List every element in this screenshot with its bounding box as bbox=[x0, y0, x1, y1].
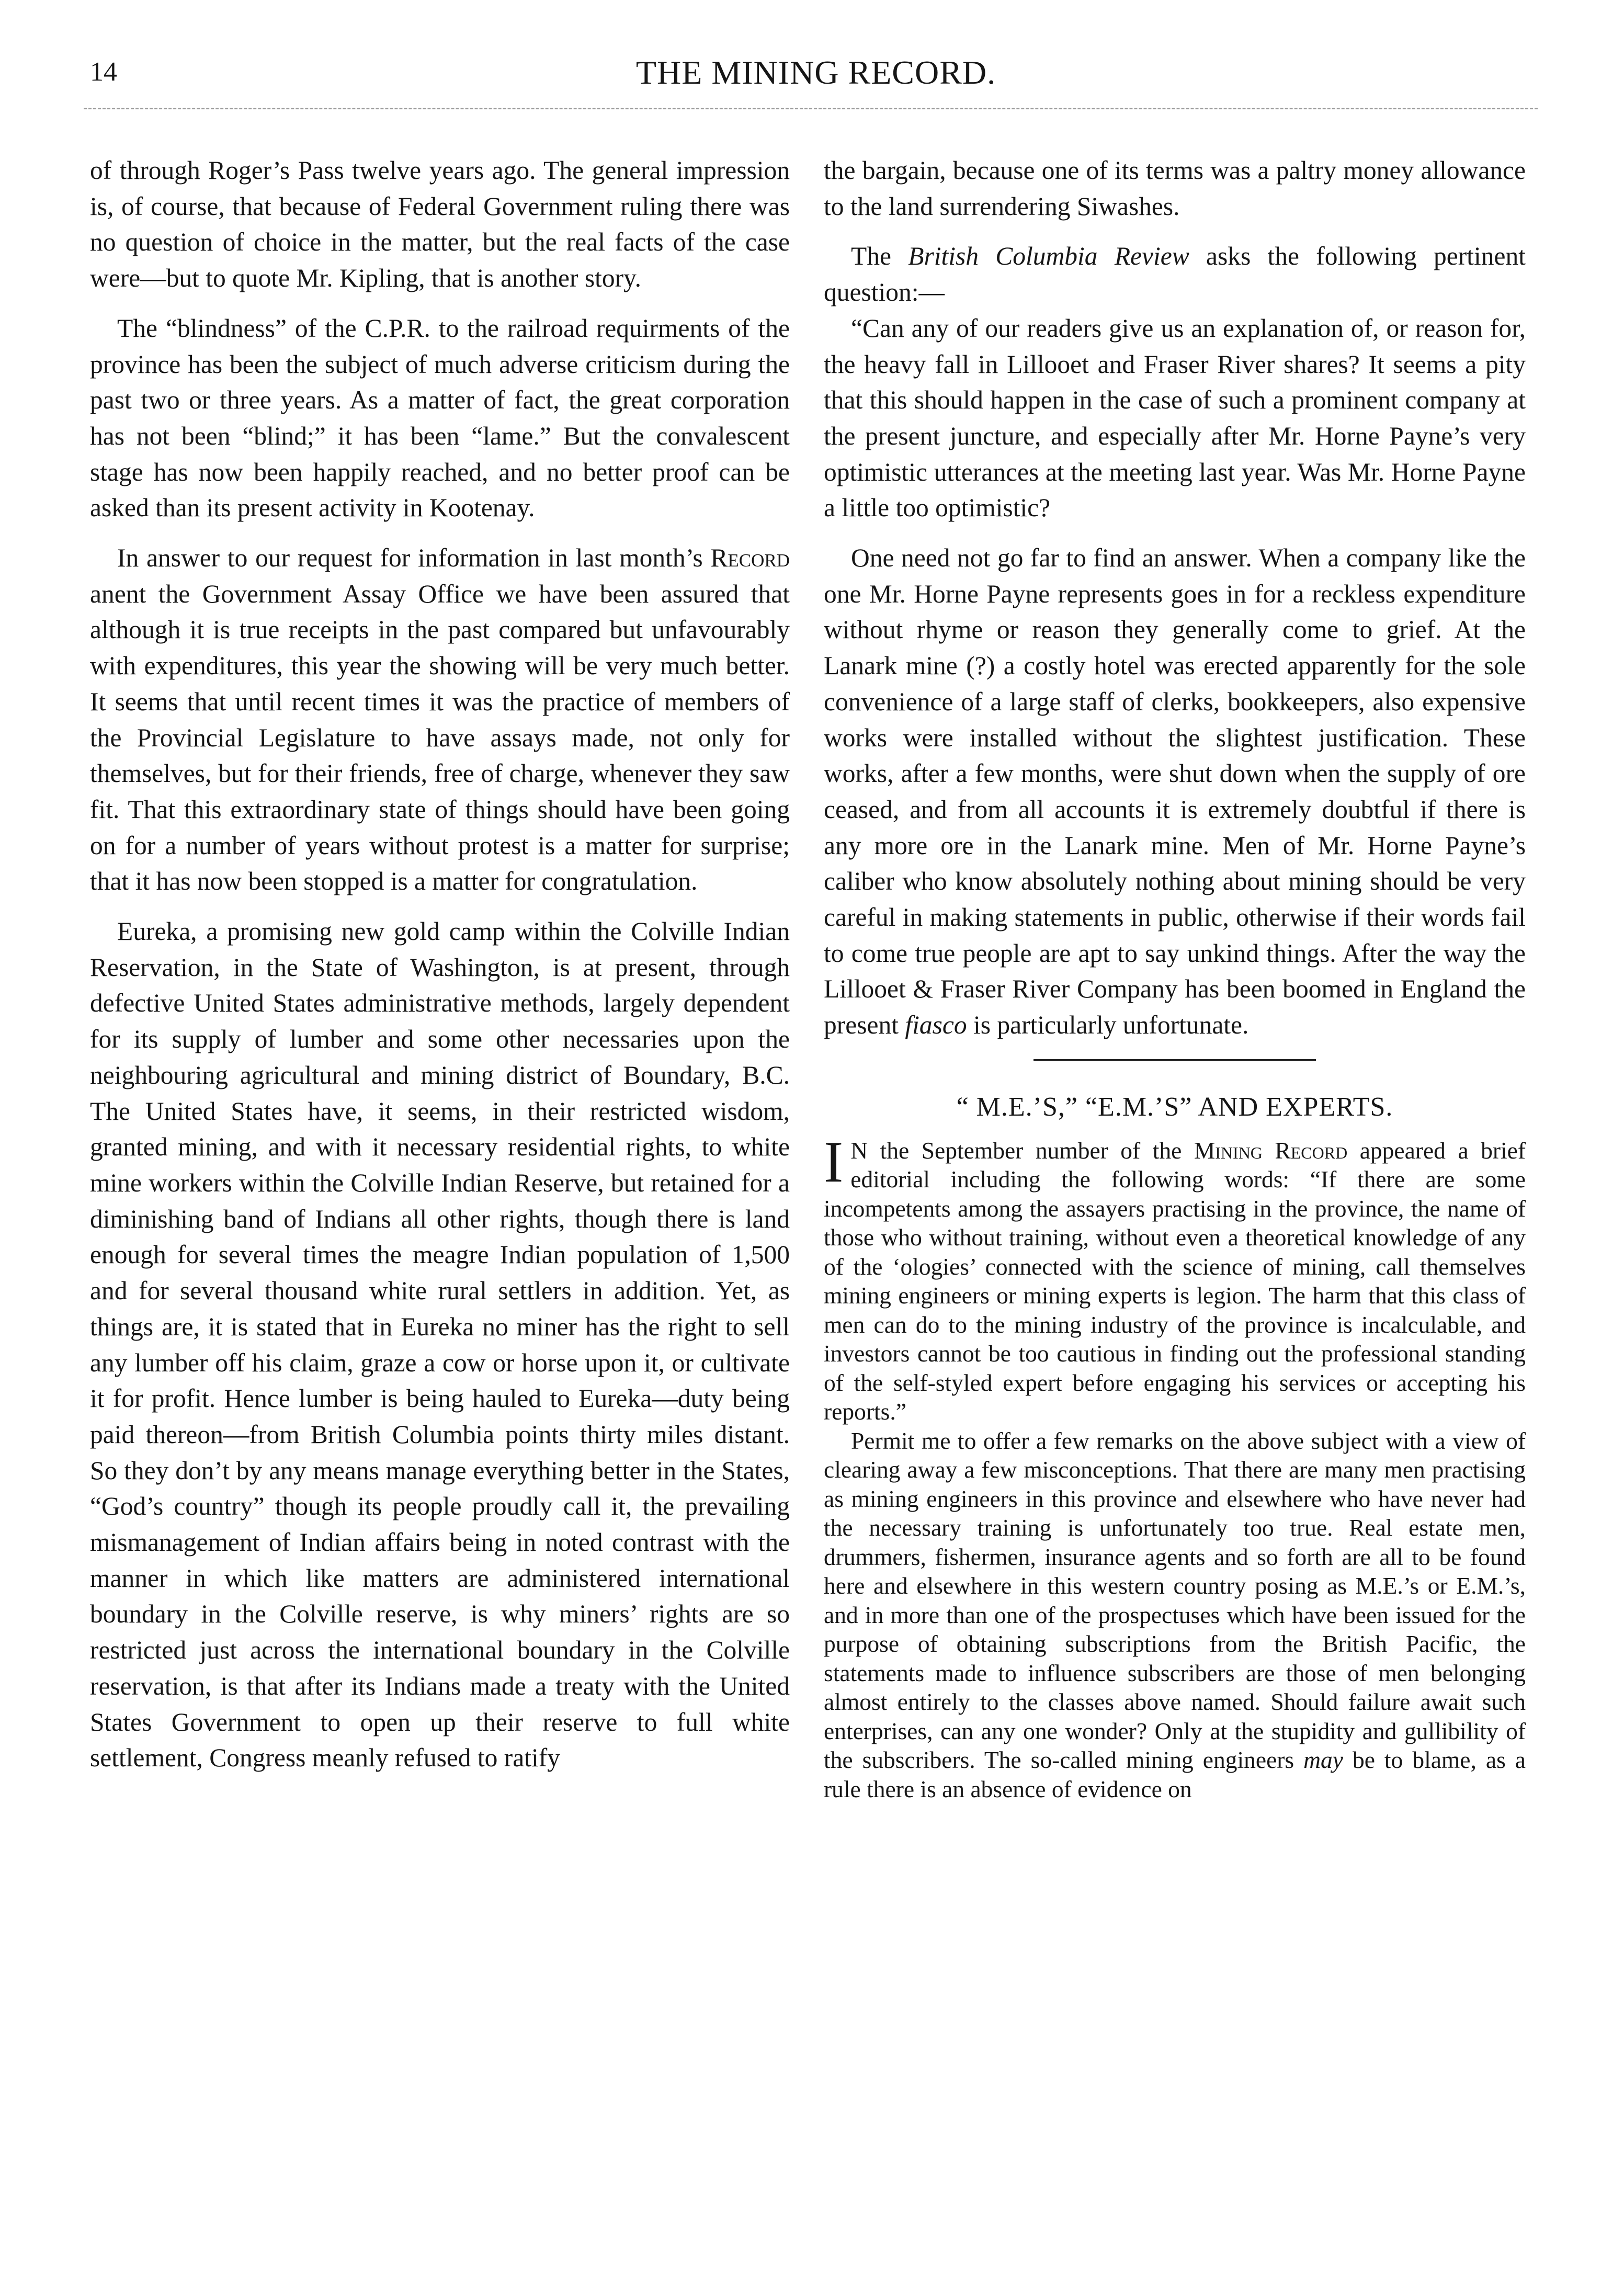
running-title: THE MINING RECORD. bbox=[635, 54, 996, 91]
text-run: Permit me to offer a few remarks on the above subject with a view of clearing away a few misconceptions. That there are many men practising as mining engineers in this province and elsewhere who have never had the necessary training is unfortunately too true. Real estate men, drummers, fishermen, insurance agents and so forth are all to be found here and elsewhere in this western country posing as M.E.’s or E.M.’s, and in more than one of the prospectuses which have been issued for the purpose of obtaining subscriptions from the British Pacific, the statements made to influence subscribers are those of men belonging almost entirely to the classes above named. Should failure await such enterprises, can any one wonder? Only at the stupidity and gullibility of the subscribers. The so-called mining engineers bbox=[824, 1427, 1526, 1774]
paragraph-cpr-blindness: The “blindness” of the C.P.R. to the railroad requirments of the province has been the subject of much adverse criticism during the past two or three years. As a matter of fact, the great corporation has not been “blind;” it has been “lame.” But the convalescent stage has now been happily reached, and no better proof can be asked than its present activity in Kootenay. bbox=[90, 313, 790, 523]
experts-article bbox=[824, 1129, 1526, 1804]
page-number: 14 bbox=[90, 57, 117, 87]
text-run: The bbox=[851, 242, 908, 271]
fiasco-italic: fiasco bbox=[905, 1011, 967, 1040]
text-run: N the September number of the bbox=[850, 1137, 1194, 1164]
left-column bbox=[90, 153, 790, 1790]
section-separator bbox=[1034, 1059, 1316, 1061]
paragraph-answer bbox=[824, 540, 1526, 1043]
text-run: be to blame, as a rule there is an absence of evidence on bbox=[824, 1746, 1526, 1802]
header-rule bbox=[84, 108, 1538, 109]
may-italic: may bbox=[1303, 1746, 1343, 1774]
right-column bbox=[824, 153, 1526, 1803]
paragraph-remarks bbox=[824, 1426, 1526, 1804]
paragraph-review-question bbox=[824, 239, 1526, 310]
text-run: One need not go far to find an answer. When a company like the one Mr. Horne Payne represents goes in for a reckless expenditure without rhyme or reason they generally come to grief. At the Lanark mine (?) a costly hotel was erected apparently for the sole convenience of a large staff of clerks, bookkeepers, also expensive works were installed without the slightest justification. These works, after a few months, were shut down when the supply of ore ceased, and from all accounts it is extremely doubtful if there is any more ore in the Lanark mine. Men of Mr. Horne Payne’s caliber who know absolutely nothing about mining should be very careful in making statements in public, otherwise if their words fail to come true people are apt to say unkind things. After the way the Lillooet & Fraser River Company has been boomed in England the present bbox=[824, 543, 1526, 1040]
mining-record-smallcaps: Mining Record bbox=[1194, 1137, 1348, 1164]
drop-cap: I bbox=[824, 1129, 844, 1195]
paragraph-eureka: Eureka, a promising new gold camp within the Colville Indian Reservation, in the State of Washington, is at present, through defective United States administrative methods, largely dependent for its supply of lumber and some other necessaries upon the neighbouring agricultural and mining district of Boundary, B.C. The United States have, it seems, in their restricted wisdom, granted mining, and with it necessary residential rights, to white mine workers within the Colville Indian Reserve, but retained for a diminishing band of Indians all other rights, though there is land enough for several times the meagre Indian population of 1,500 and for several thousand white rural settlers in addition. Yet, as things are, it is stated that in Eureka no miner has the right to sell any lumber off his claim, graze a cow or horse upon it, or cultivate it for profit. Hence lumber is being hauled to Eureka—duty being paid thereon—from British Columbia points thirty miles distant. So they don’t by any means manage everything better in the States, “God’s country” though its people proudly call it, the prevailing mismanagement of Indian affairs being in noted contrast with the manner in which like matters are administered international boundary in the Colville reserve, is why miners’ rights are so restricted just across the international boundary in the Colville reservation, is that after its Indians made a treaty with the United States Government to open up their reserve to full white settlement, Congress meanly refused to ratify bbox=[90, 917, 790, 1773]
text-run: In answer to our request for information in last month’s bbox=[117, 543, 711, 573]
text-run: asks the following pertinent question:— bbox=[824, 242, 1526, 307]
text-run: anent the Government Assay Office we have been assured that although it is true receipts in the past compared but unfavourably with expenditures, this year the showing will be very much better. It seems that until recent times it was the practice of members of the Provincial Legislature to have assays made, not only for themselves, but for their friends, free of charge, whenever they saw fit. That this extraordinary state of things should have been going on for a number of years without protest is a matter for surprise; that it has now been stopped is a matter for congratulation. bbox=[90, 579, 790, 896]
text-run: appeared a brief editorial including the following words: “If there are some incompetents among the assayers practising in the province, the name of those who without training, without even a theoretical knowledge of any of the ‘ologies’ connected with the science of mining, call themselves mining engineers or mining experts is legion. The harm that this class of men can do to the mining industry of the province is incalculable, and investors cannot be too cautious in finding out the professional standing of the self-styled expert before engaging his services or accepting his reports.” bbox=[824, 1137, 1526, 1425]
paragraph-bargain: the bargain, because one of its terms was a paltry money allowance to the land surrendering Siwashes. bbox=[824, 156, 1526, 221]
paragraph-quoted-question: “Can any of our readers give us an explanation of, or reason for, the heavy fall in Lillooet and Fraser River shares? It seems a pity that this should happen in the case of such a prominent company at the present juncture, and especially after Mr. Horne Payne’s very optimistic utterances at the meeting last year. Was Mr. Horne Payne a little too optimistic? bbox=[824, 313, 1526, 523]
section-title: “ M.E.’S,” “E.M.’S” AND EXPERTS. bbox=[956, 1092, 1393, 1122]
text-run: is particularly unfortunate. bbox=[967, 1011, 1249, 1040]
record-smallcaps: Record bbox=[710, 543, 790, 573]
paragraph-assay-office bbox=[90, 540, 790, 900]
paragraph-rogers-pass: of through Roger’s Pass twelve years ago. The general impression is, of course, that because of Federal Government ruling there was no question of choice in the matter, but the real facts of the case were—but to quote Mr. Kipling, that is another story. bbox=[90, 156, 790, 293]
paragraph-september-editorial bbox=[824, 1129, 1526, 1426]
page-header bbox=[84, 56, 1548, 98]
review-title-italic: British Columbia Review bbox=[908, 242, 1189, 271]
